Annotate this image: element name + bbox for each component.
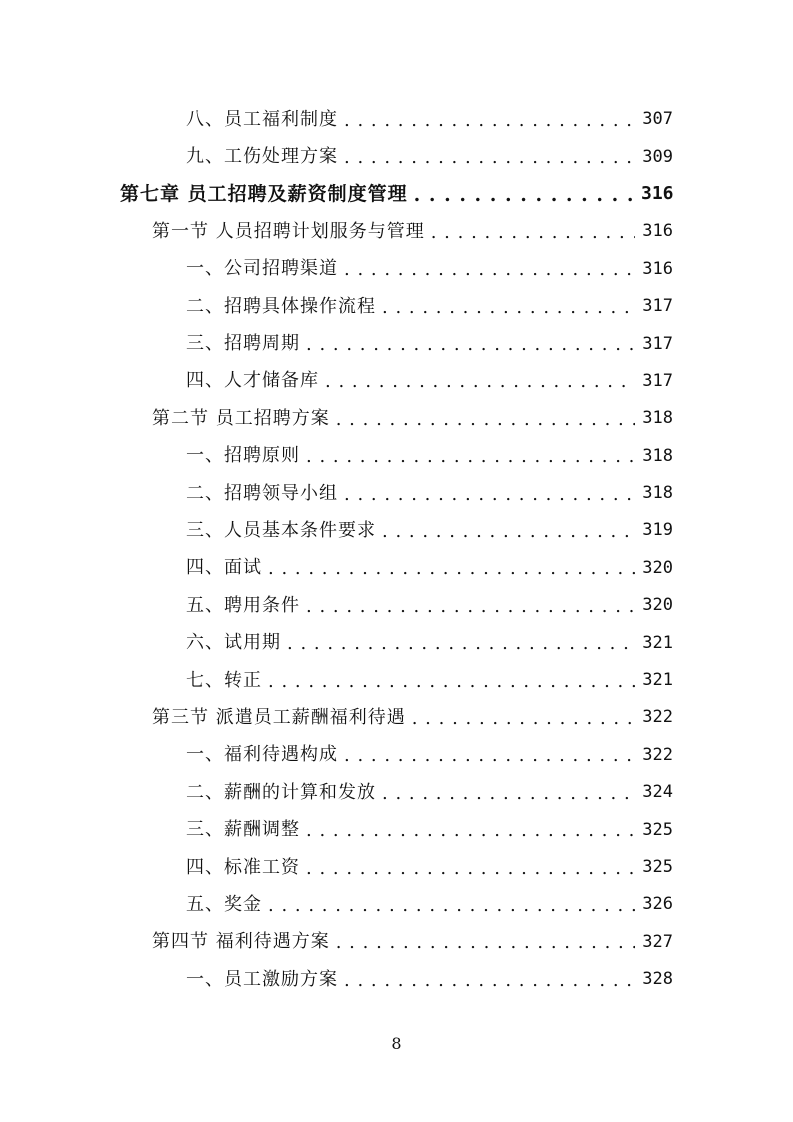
toc-entry-title: 二、招聘具体操作流程 xyxy=(186,295,376,317)
toc-item-entry[interactable] xyxy=(0,251,793,288)
toc-entry-page: 328 xyxy=(642,969,673,990)
toc-entry-page: 318 xyxy=(642,408,673,429)
toc-item-entry[interactable] xyxy=(0,288,793,325)
toc-item-entry[interactable] xyxy=(0,138,793,175)
toc-dot-leader xyxy=(344,486,635,504)
table-of-contents xyxy=(0,101,793,998)
toc-item-entry[interactable] xyxy=(0,774,793,811)
toc-entry-title: 八、员工福利制度 xyxy=(186,108,338,130)
toc-dot-leader xyxy=(268,560,635,578)
toc-entry-title: 四、标准工资 xyxy=(186,856,300,878)
page-number: 8 xyxy=(391,1034,402,1053)
toc-entry-title: 三、薪酬调整 xyxy=(186,819,300,841)
toc-entry-title: 二、薪酬的计算和发放 xyxy=(186,781,376,803)
toc-entry-title: 一、公司招聘渠道 xyxy=(186,258,338,280)
toc-item-entry[interactable] xyxy=(0,475,793,512)
toc-item-entry[interactable] xyxy=(0,886,793,923)
toc-dot-leader xyxy=(382,785,635,803)
toc-entry-title: 九、工伤处理方案 xyxy=(186,146,338,168)
toc-dot-leader xyxy=(306,822,635,840)
toc-entry-page: 321 xyxy=(642,632,673,653)
toc-entry-page: 324 xyxy=(642,782,673,803)
toc-dot-leader xyxy=(306,598,635,616)
toc-dot-leader xyxy=(336,411,635,429)
toc-entry-title: 三、人员基本条件要求 xyxy=(186,519,376,541)
toc-section-entry[interactable] xyxy=(0,699,793,736)
toc-dot-leader xyxy=(382,523,635,541)
toc-entry-title: 第四节 福利待遇方案 xyxy=(152,931,330,953)
toc-entry-page: 320 xyxy=(642,595,673,616)
toc-entry-page: 318 xyxy=(642,445,673,466)
toc-dot-leader xyxy=(431,224,635,242)
toc-entry-title: 三、招聘周期 xyxy=(186,333,300,355)
toc-entry-title: 二、招聘领导小组 xyxy=(186,482,338,504)
toc-section-entry[interactable] xyxy=(0,400,793,437)
toc-entry-page: 316 xyxy=(641,183,674,205)
toc-dot-leader xyxy=(268,897,635,915)
toc-entry-page: 320 xyxy=(642,557,673,578)
toc-entry-title: 五、奖金 xyxy=(186,893,262,915)
toc-section-entry[interactable] xyxy=(0,213,793,250)
toc-dot-leader xyxy=(325,373,635,391)
toc-dot-leader xyxy=(336,934,635,952)
toc-entry-page: 326 xyxy=(642,894,673,915)
toc-dot-leader xyxy=(287,635,635,653)
toc-entry-title: 七、转正 xyxy=(186,669,262,691)
toc-dot-leader xyxy=(344,261,635,279)
toc-dot-leader xyxy=(306,336,635,354)
toc-item-entry[interactable] xyxy=(0,737,793,774)
toc-item-entry[interactable] xyxy=(0,587,793,624)
toc-entry-page: 307 xyxy=(642,109,673,130)
toc-item-entry[interactable] xyxy=(0,849,793,886)
toc-entry-page: 321 xyxy=(642,670,673,691)
toc-item-entry[interactable] xyxy=(0,512,793,549)
toc-item-entry[interactable] xyxy=(0,363,793,400)
toc-dot-leader xyxy=(306,448,635,466)
toc-entry-page: 316 xyxy=(642,258,673,279)
toc-entry-page: 327 xyxy=(642,931,673,952)
toc-entry-title: 六、试用期 xyxy=(186,632,281,654)
toc-entry-title: 五、聘用条件 xyxy=(186,594,300,616)
toc-dot-leader xyxy=(344,747,635,765)
toc-entry-page: 322 xyxy=(642,707,673,728)
toc-entry-title: 四、人才储备库 xyxy=(186,370,319,392)
toc-entry-title: 第二节 员工招聘方案 xyxy=(152,407,330,429)
toc-item-entry[interactable] xyxy=(0,961,793,998)
toc-entry-page: 317 xyxy=(642,370,673,391)
toc-entry-page: 316 xyxy=(642,221,673,242)
toc-entry-page: 309 xyxy=(642,146,673,167)
toc-entry-page: 322 xyxy=(642,744,673,765)
toc-dot-leader xyxy=(268,673,635,691)
toc-item-entry[interactable] xyxy=(0,325,793,362)
toc-entry-title: 四、面试 xyxy=(186,557,262,579)
toc-dot-leader xyxy=(344,149,635,167)
toc-entry-title: 第一节 人员招聘计划服务与管理 xyxy=(152,220,425,242)
toc-item-entry[interactable] xyxy=(0,811,793,848)
toc-entry-page: 325 xyxy=(642,819,673,840)
toc-entry-page: 317 xyxy=(642,333,673,354)
toc-dot-leader xyxy=(344,972,635,990)
toc-entry-page: 317 xyxy=(642,296,673,317)
toc-section-entry[interactable] xyxy=(0,924,793,961)
toc-item-entry[interactable] xyxy=(0,662,793,699)
toc-entry-page: 325 xyxy=(642,857,673,877)
toc-entry-title: 一、招聘原则 xyxy=(186,445,300,467)
toc-dot-leader xyxy=(414,186,635,205)
toc-entry-page: 319 xyxy=(642,520,673,541)
toc-dot-leader xyxy=(382,299,635,317)
toc-entry-title: 一、福利待遇构成 xyxy=(186,744,338,766)
toc-dot-leader xyxy=(344,112,635,130)
toc-dot-leader xyxy=(306,860,635,878)
toc-chapter-entry[interactable] xyxy=(0,176,793,213)
toc-entry-title: 第三节 派遣员工薪酬福利待遇 xyxy=(152,706,406,728)
toc-item-entry[interactable] xyxy=(0,624,793,661)
toc-entry-page: 318 xyxy=(642,483,673,504)
toc-item-entry[interactable] xyxy=(0,438,793,475)
toc-entry-title: 第七章 员工招聘及薪资制度管理 xyxy=(120,182,408,205)
toc-item-entry[interactable] xyxy=(0,101,793,138)
toc-item-entry[interactable] xyxy=(0,550,793,587)
toc-dot-leader xyxy=(412,710,635,728)
toc-entry-title: 一、员工激励方案 xyxy=(186,968,338,990)
